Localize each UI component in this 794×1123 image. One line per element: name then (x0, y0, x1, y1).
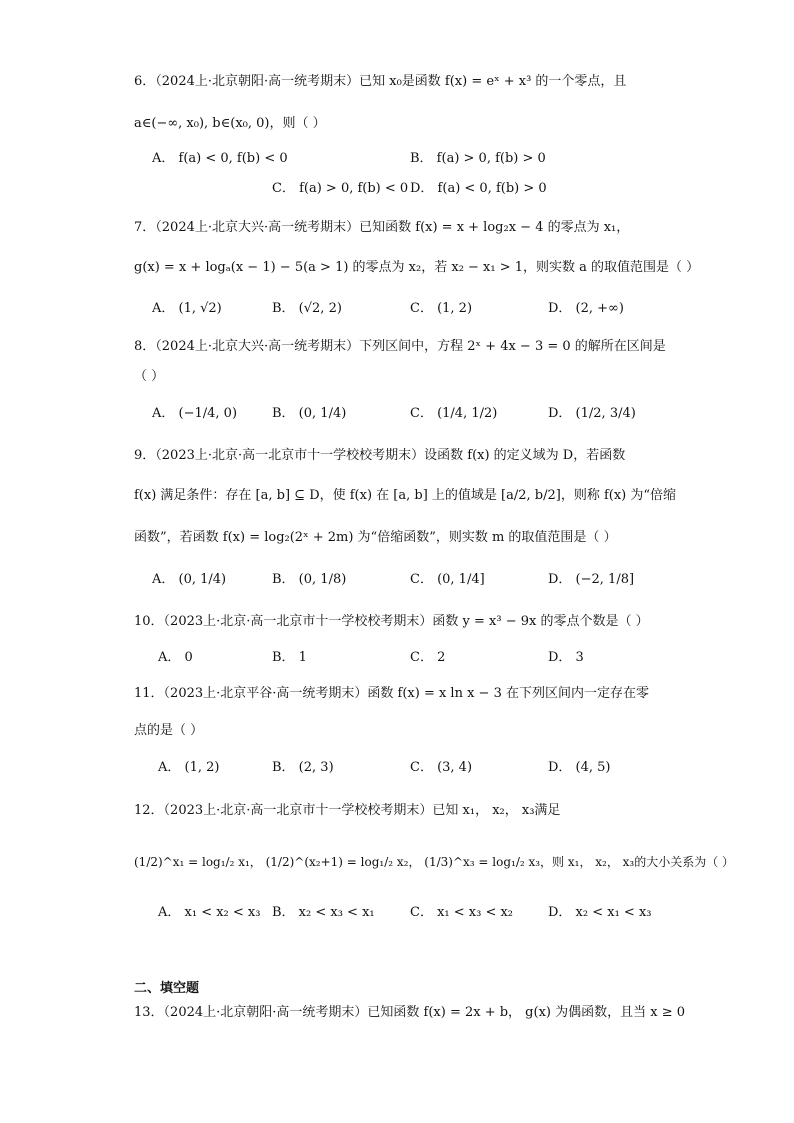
q7-option-b[interactable]: B． (√2, 2) (272, 301, 342, 316)
q10-options-row (0, 647, 794, 669)
q11-option-d[interactable]: D． (4, 5) (548, 760, 611, 775)
q9-options-row (0, 569, 794, 591)
q12-stem-line1: 12．（2023上·北京·高一北京市十一学校校考期末）已知 x₁， x₂， x₃满足 (134, 803, 561, 818)
q11-option-a[interactable]: A． (1, 2) (158, 760, 220, 775)
q8-option-a[interactable]: A． (−1/4, 0) (152, 406, 238, 421)
q11-stem-line1: 11．（2023上·北京平谷·高一统考期末）函数 f(x) = x ln x − 3 在下列区间内一定存在零 (134, 686, 649, 701)
q12-stem-line2: (1/2)^x₁ = log₁/₂ x₁， (1/2)^(x₂+1) = log₁/₂ x₂， (1/3)^x₃ = log₁/₂ x₃，则 x₁， x₂， x₃的大小关系为（ ） (134, 855, 735, 869)
q11-option-b[interactable]: B． (2, 3) (272, 760, 334, 775)
q12-option-a[interactable]: A． x₁ < x₂ < x₃ (158, 905, 261, 920)
q7-stem-line2: g(x) = x + logₐ(x − 1) − 5(a > 1) 的零点为 x₂，若 x₂ − x₁ > 1，则实数 a 的取值范围是（ ） (134, 260, 700, 275)
q11-stem-line2: 点的是（ ） (134, 723, 204, 738)
q10-option-a[interactable]: A． 0 (158, 650, 193, 665)
q10-option-c[interactable]: C． 2 (410, 650, 446, 665)
q6-option-a[interactable]: A． f(a) < 0, f(b) < 0 (152, 151, 288, 166)
q10-stem-line1: 10．（2023上·北京·高一北京市十一学校校考期末）函数 y = x³ − 9x 的零点个数是（ ） (134, 614, 649, 629)
q7-stem-line1: 7．（2024上·北京大兴·高一统考期末）已知函数 f(x) = x + log₂x − 4 的零点为 x₁， (134, 220, 630, 235)
q9-option-d[interactable]: D． (−2, 1/8] (548, 572, 635, 587)
q13-stem-line1: 13．（2024上·北京朝阳·高一统考期末）已知函数 f(x) = 2x + b， g(x) 为偶函数，且当 x ≥ 0 (134, 1005, 686, 1020)
q11-options-row (0, 757, 794, 779)
q12-option-c[interactable]: C． x₁ < x₃ < x₂ (410, 905, 514, 920)
q9-option-a[interactable]: A． (0, 1/4) (152, 572, 227, 587)
q8-option-d[interactable]: D． (1/2, 3/4) (548, 406, 636, 421)
q8-option-c[interactable]: C． (1/4, 1/2) (410, 406, 498, 421)
q6-stem-line2: a∈(−∞, x₀), b∈(x₀, 0)，则（ ） (134, 116, 326, 131)
q9-stem-line1: 9．（2023上·北京·高一北京市十一学校校考期末）设函数 f(x) 的定义域为 D，若函数 (134, 448, 626, 463)
q7-option-a[interactable]: A． (1, √2) (152, 301, 222, 316)
q8-option-b[interactable]: B． (0, 1/4) (272, 406, 347, 421)
q12-option-b[interactable]: B． x₂ < x₃ < x₁ (272, 905, 375, 920)
q10-option-b[interactable]: B． 1 (272, 650, 307, 665)
q9-stem-line2: f(x) 满足条件：存在 [a, b] ⊆ D，使 f(x) 在 [a, b] 上的值域是 [a/2, b/2]，则称 f(x) 为“倍缩 (134, 488, 677, 503)
q9-stem-line3: 函数”，若函数 f(x) = log₂(2ˣ + 2m) 为“倍缩函数”，则实数 m 的取值范围是（ ） (134, 530, 617, 545)
section-heading-fill-in: 二、填空题 (134, 981, 200, 996)
q6-option-c[interactable]: C． f(a) > 0, f(b) < 0 (272, 181, 409, 196)
q6-options-row1 (0, 148, 794, 170)
q8-options-row (0, 403, 794, 425)
q8-stem-line1: 8．（2024上·北京大兴·高一统考期末）下列区间中，方程 2ˣ + 4x − 3 = 0 的解所在区间是 (134, 339, 666, 354)
q6-option-d[interactable]: D． f(a) < 0, f(b) > 0 (410, 181, 547, 196)
q12-option-d[interactable]: D． x₂ < x₁ < x₃ (548, 905, 652, 920)
q8-stem-line2: （ ） (134, 369, 165, 384)
q7-option-c[interactable]: C． (1, 2) (410, 301, 473, 316)
q10-option-d[interactable]: D． 3 (548, 650, 584, 665)
q9-option-c[interactable]: C． (0, 1/4] (410, 572, 485, 587)
q11-option-c[interactable]: C． (3, 4) (410, 760, 473, 775)
q6-stem-line1: 6．（2024上·北京朝阳·高一统考期末）已知 x₀是函数 f(x) = eˣ + x³ 的一个零点，且 (134, 74, 627, 89)
q7-options-row (0, 298, 794, 320)
q6-option-b[interactable]: B． f(a) > 0, f(b) > 0 (410, 151, 546, 166)
q12-options-row (0, 902, 794, 924)
q6-options-row2 (0, 178, 794, 200)
q9-option-b[interactable]: B． (0, 1/8) (272, 572, 347, 587)
q7-option-d[interactable]: D． (2, +∞) (548, 301, 624, 316)
